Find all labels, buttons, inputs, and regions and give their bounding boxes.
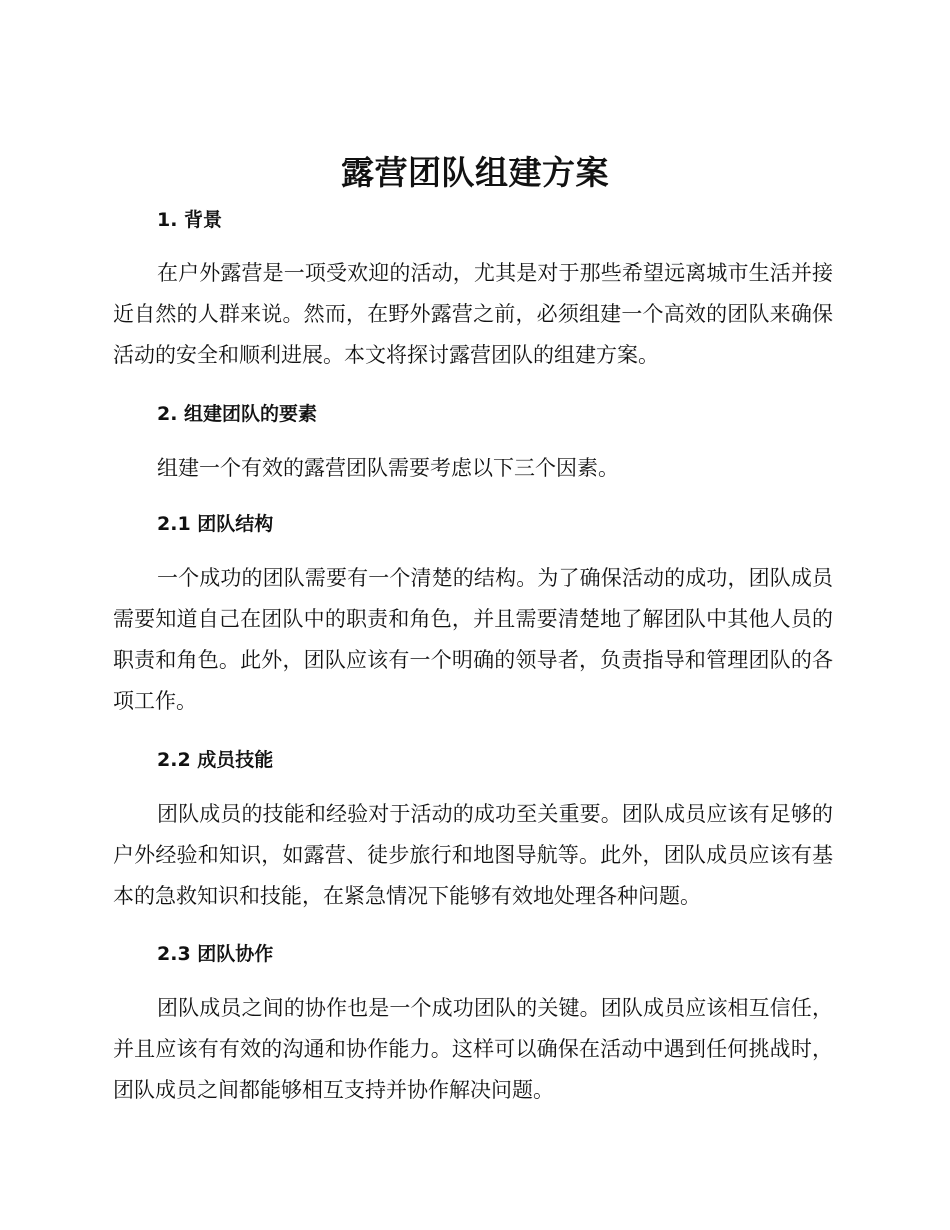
section-heading-member-skills: 2.2 成员技能 xyxy=(157,749,274,771)
section-paragraph-team-structure: 一个成功的团队需要有一个清楚的结构。为了确保活动的成功，团队成员需要知道自己在团队中的职责和角色，并且需要清楚地了解团队中其他人员的职责和角色。此外，团队应该有一个明确的领导者，负责指导和管理团队的各项工作。 xyxy=(113,566,833,713)
section-heading-team-structure: 2.1 团队结构 xyxy=(157,513,274,535)
section-paragraph-team-collaboration: 团队成员之间的协作也是一个成功团队的关键。团队成员应该相互信任，并且应该有有效的沟通和协作能力。这样可以确保在活动中遇到任何挑战时，团队成员之间都能够相互支持并协作解决问题。 xyxy=(113,996,833,1102)
section-heading-team-collaboration: 2.3 团队协作 xyxy=(157,943,274,965)
document-title: 露营团队组建方案 xyxy=(341,153,609,192)
section-heading-team-elements: 2. 组建团队的要素 xyxy=(157,403,318,425)
section-heading-background: 1. 背景 xyxy=(157,209,223,231)
section-paragraph-team-elements: 组建一个有效的露营团队需要考虑以下三个因素。 xyxy=(157,456,619,480)
section-paragraph-member-skills: 团队成员的技能和经验对于活动的成功至关重要。团队成员应该有足够的户外经验和知识，如露营、徒步旅行和地图导航等。此外，团队成员应该有基本的急救知识和技能，在紧急情况下能够有效地处理各种问题。 xyxy=(113,802,833,908)
section-paragraph-background: 在户外露营是一项受欢迎的活动，尤其是对于那些希望远离城市生活并接近自然的人群来说。然而，在野外露营之前，必须组建一个高效的团队来确保活动的安全和顺利进展。本文将探讨露营团队的组建方案。 xyxy=(113,261,833,367)
